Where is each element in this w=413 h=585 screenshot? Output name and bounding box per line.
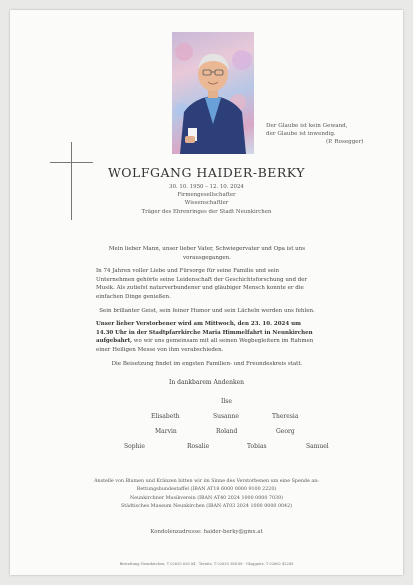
- family-name: Ilse: [221, 398, 232, 405]
- family-name: Sophie: [124, 443, 145, 450]
- quote-line: der Glaube ist inwendig.: [266, 131, 336, 137]
- deceased-name: WOLFGANG HAIDER-BERKY: [107, 165, 306, 180]
- portrait-image: [172, 32, 254, 154]
- cross-icon-horizontal: [50, 162, 93, 163]
- funeral-info-rest: wo wir uns gemeinsam mit all seinen Wegbegleitern im Rahmen einer Heiligen Messe von ihm verabschieden.: [96, 338, 314, 353]
- funeral-home-footer: Bestattung Neunkirchen, T 02635 626 84 · Ternitz, T 02630 384 68 · Gloggnitz, T 02662 42249: [119, 562, 294, 566]
- family-name: Marvin: [155, 428, 177, 435]
- obituary-card: [10, 10, 403, 575]
- portrait-photo: [172, 32, 254, 154]
- donation-item: Rettungshundestaffel (IBAN AT18 6000 0000 9100 2220): [136, 487, 277, 493]
- mourning-heading: In dankbarem Andenken: [169, 379, 244, 386]
- family-name: Samuel: [306, 443, 329, 450]
- donation-item: Städtisches Museum Neunkirchen (IBAN AT03 2024 1000 0000 0042): [120, 504, 293, 510]
- title-line: Träger des Ehrenringes der Stadt Neunkirchen: [141, 208, 272, 215]
- quote-line: Der Glaube ist kein Gewand,: [266, 123, 348, 129]
- life-dates: 30. 10. 1950 – 12. 10. 2024: [169, 184, 244, 190]
- paragraph: Mein lieber Mann, unser lieber Vater, Schwiegervater und Opa ist uns vorausgegangen.: [108, 246, 306, 261]
- paragraph: Die Beisetzung findet im engsten Familien- und Freundeskreis statt.: [111, 360, 303, 367]
- donation-item: Neunkirchner Musikverein (IBAN AT40 2024 1000 0000 7039): [130, 495, 283, 501]
- obituary-text: [96, 245, 318, 373]
- title-line: Wissenschaftler: [184, 200, 229, 207]
- deceased-meta: [10, 183, 403, 216]
- funeral-info: Unser lieber Verstorbener wird am Mittwoch, den 23. 10. 2024 um 14.30 Uhr in der Stadtpfarrkirche Maria Himmelfahrt in Neunkirchen aufgebahrt,: [96, 321, 313, 345]
- family-name: Theresia: [272, 413, 299, 420]
- donation-block: [70, 478, 343, 512]
- quote-author: (P. Rosegger): [326, 139, 364, 145]
- family-name: Georg: [276, 428, 295, 435]
- paragraph: [96, 320, 318, 354]
- paragraph: In 74 Jahren voller Liebe und Fürsorge für seine Familie und sein Unternehmen gehörte seine Leidenschaft der Geschichtsforschung und der Musik. Als zutiefst naturverbundener und gläubiger Mensch konnte er die einfachen Dinge genießen.: [96, 268, 308, 300]
- family-name: Tobias: [247, 443, 267, 450]
- title-line: Firmengesellschafter: [177, 192, 236, 199]
- condolence-address: Kondolenzadresse: haider-berky@gmx.at: [150, 529, 263, 535]
- donation-intro: Anstelle von Blumen und Kränzen bitten wir im Sinne des Verstorbenen um eine Spende an:: [94, 479, 319, 484]
- family-name: Rosalie: [187, 443, 210, 450]
- family-name: Susanne: [213, 413, 239, 420]
- family-name: Roland: [216, 428, 238, 435]
- paragraph: Sein brillanter Geist, sein feiner Humor und sein Lächeln werden uns fehlen.: [99, 307, 315, 314]
- quote-block: [266, 122, 386, 146]
- family-name: Elisabeth: [151, 413, 180, 420]
